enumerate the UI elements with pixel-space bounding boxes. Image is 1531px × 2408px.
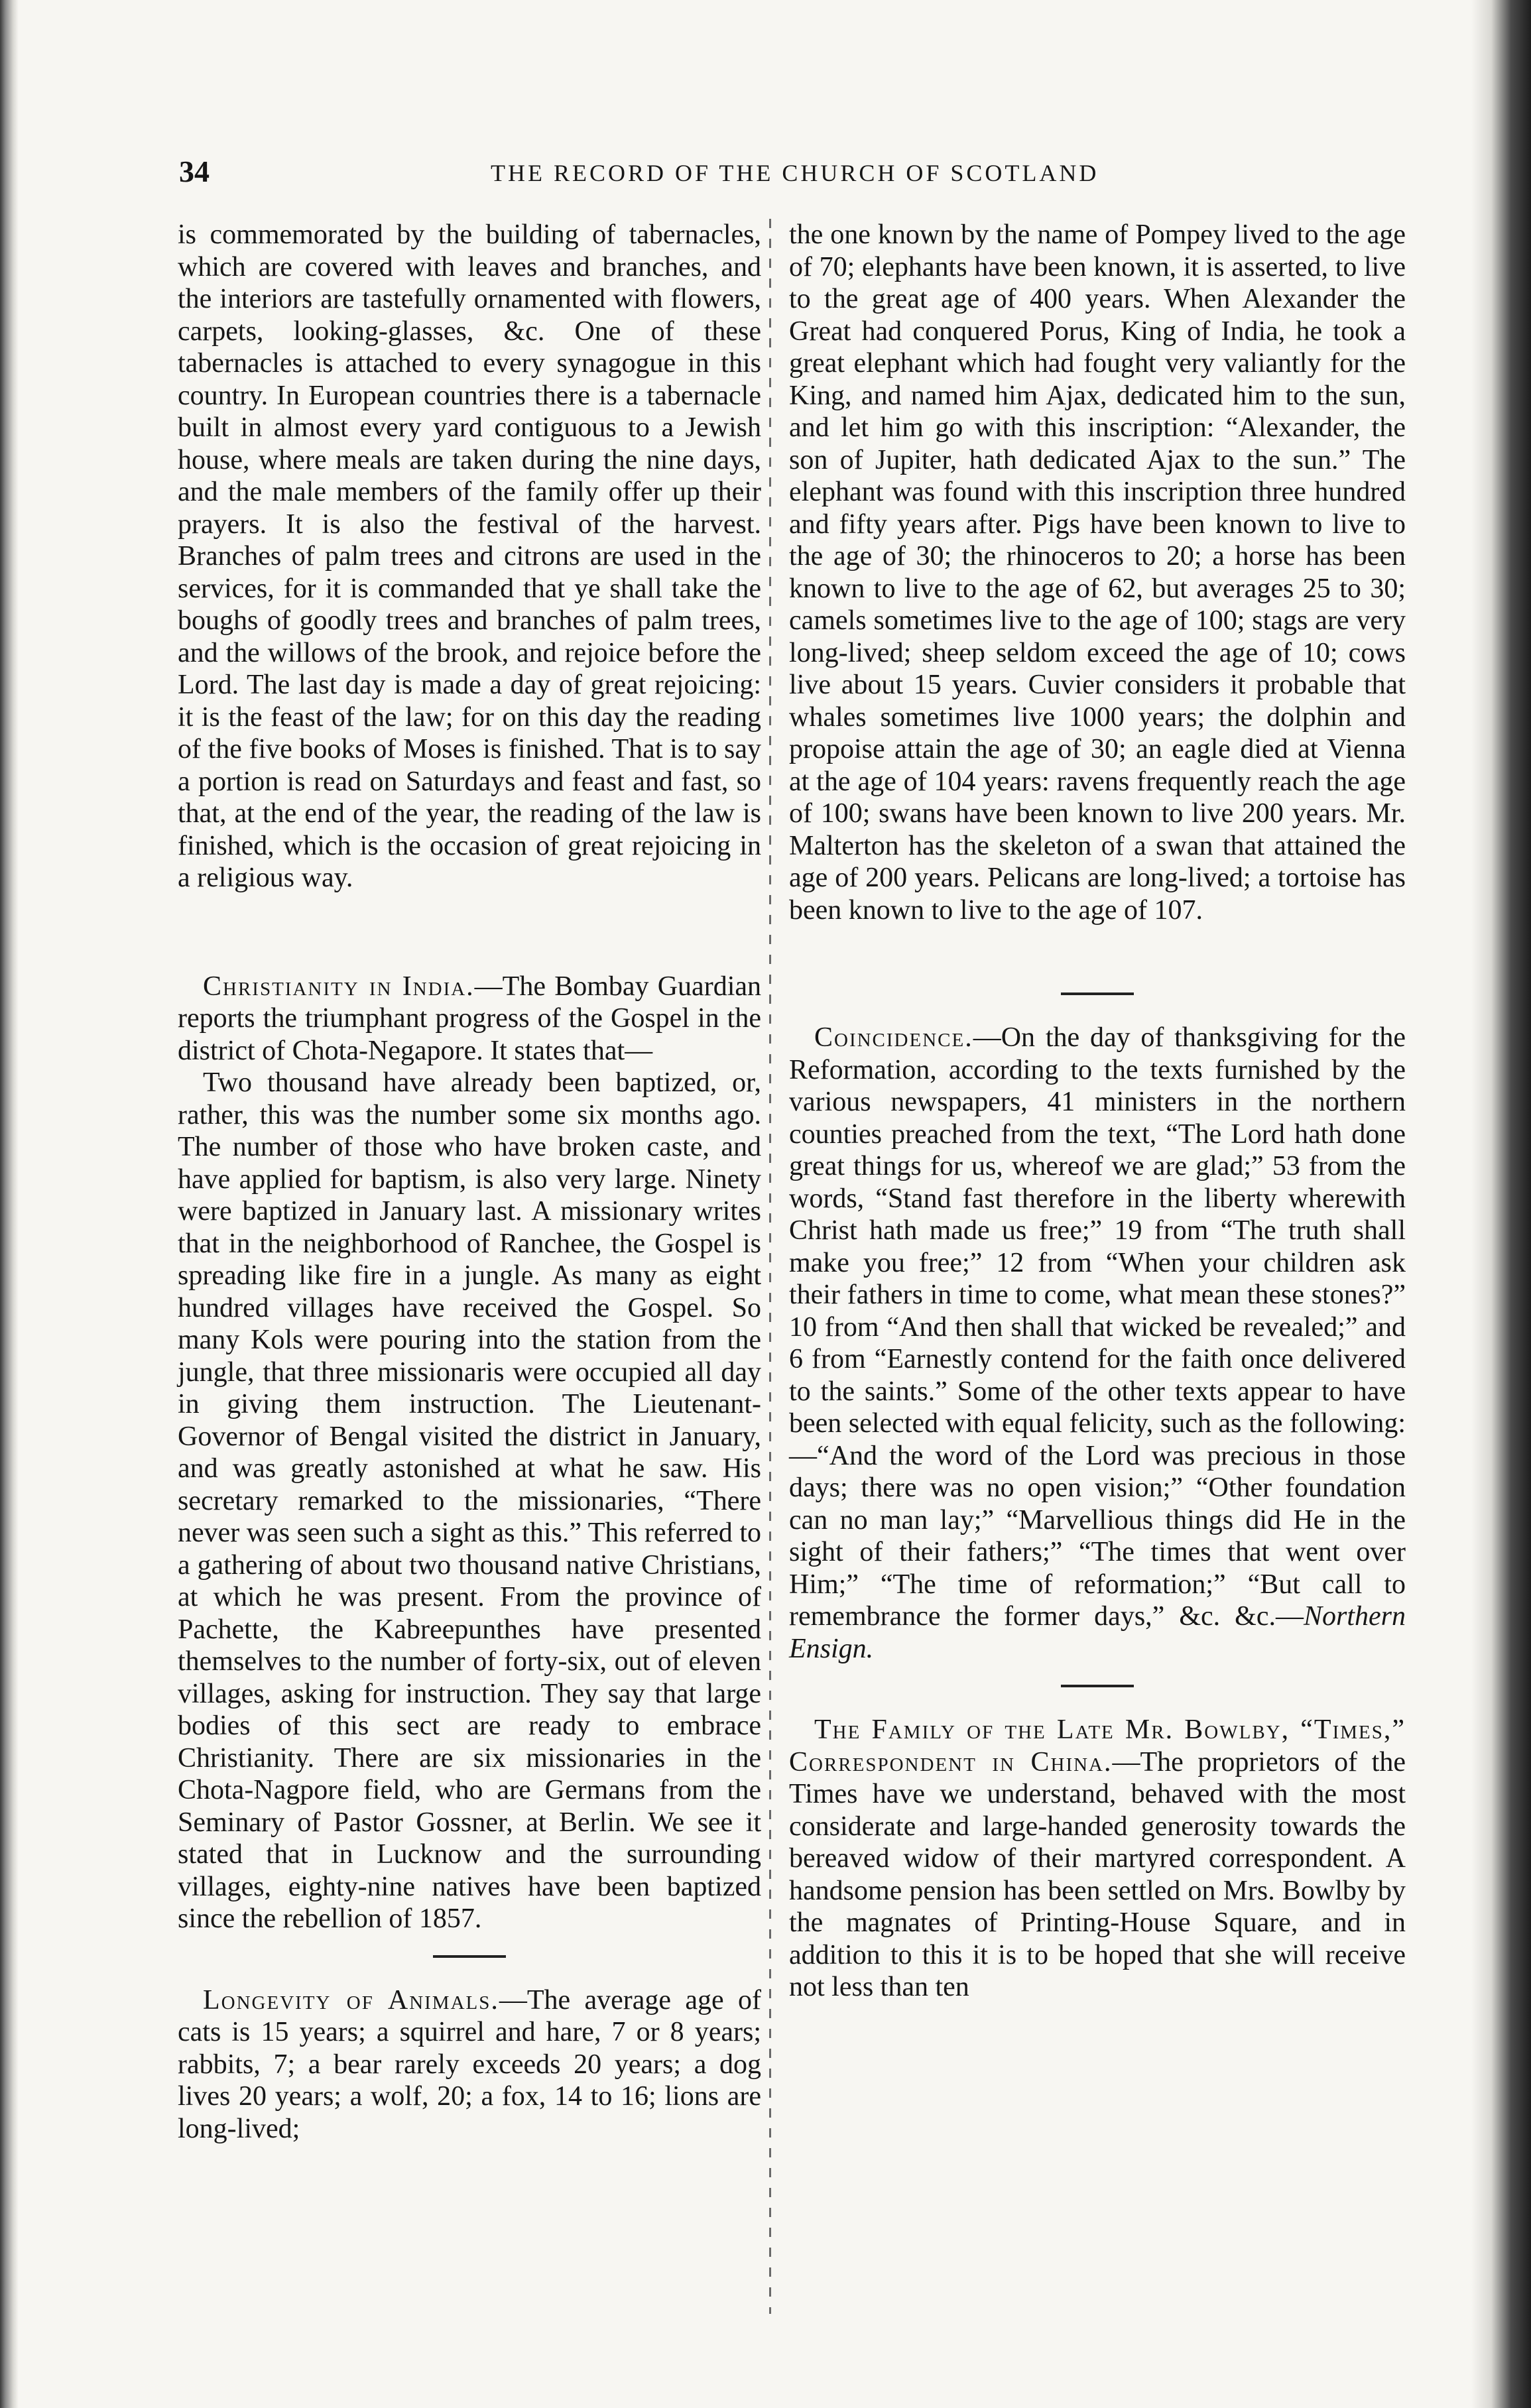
india-article-intro bbox=[178, 971, 761, 1067]
page-number: 34 bbox=[179, 154, 210, 188]
column-divider bbox=[769, 219, 771, 2314]
longevity-continuation: the one known by the name of Pompey lived to the age of 70; elephants have been known, it is asserted, to live to the great age of 400 years. When Alexander the Great had conquered Porus, King of India, he took a great elephant which had fought very valiantly for the King, and named him Ajax, dedicated him to the sun, and let him go with this inscription: “Alexander, the son of Jupiter, hath dedicated Ajax to the sun.” The elephant was found with this inscription three hundred and fifty years after. Pigs have been known to live to the age of 30; the rhinoceros to 20; a horse has been known to live to the age of 62, but averages 25 to 30; camels sometimes live to the age of 100; stags are very long-lived; sheep seldom exceed the age of 10; cows live about 15 years. Cuvier considers it probable that whales sometimes live 1000 years; the dolphin and propoise attain the age of 30; an eagle died at Vienna at the age of 104 years: ravens frequently reach the age of 100; swans have been known to live 200 years. Mr. Malterton has the skeleton of a swan that attained the age of 200 years. Pelicans are long-lived; a tortoise has been known to live to the age of 107. bbox=[789, 219, 1406, 926]
coincidence-source: Northern Ensign. bbox=[789, 1601, 1406, 1664]
article-separator bbox=[1061, 993, 1134, 995]
tabernacles-paragraph: is commemorated by the building of tabernacles, which are covered with leaves and branches, and the interiors are tastefully ornamented with flowers, carpets, looking-glasses, &c. One of these tabernacles is attached to every synagogue in this country. In European countries there is a tabernacle built in almost every yard contiguous to a Jewish house, where meals are taken during the nine days, and the male members of the family offer up their prayers. It is also the festival of the harvest. Branches of palm trees and citrons are used in the services, for it is commanded that ye shall take the boughs of goodly trees and branches of palm trees, and the willows of the brook, and rejoice before the Lord. The last day is made a day of great rejoicing: it is the feast of the law; for on this day the reading of the five books of Moses is finished. That is to say a portion is read on Saturdays and feast and fast, so that, at the end of the year, the reading of the law is finished, which is the occasion of great rejoicing in a religious way. bbox=[178, 219, 761, 893]
right-column bbox=[789, 219, 1406, 2004]
running-title: THE RECORD OF THE CHURCH OF SCOTLAND bbox=[491, 160, 1099, 186]
spacer bbox=[178, 894, 761, 971]
spacer bbox=[789, 926, 1406, 973]
coincidence-body: —On the day of thanksgiving for the Reformation, according to the texts furnished by the various newspapers, 41 ministers in the northern counties preached from the text, “The Lord hath done great things for us, whereof we are glad;” 53 from the words, “Stand fast therefore in the liberty wherewith Christ hath made us free;” 19 from “The truth shall make you free;” 12 from “When your children ask their fathers in time to come, what mean these stones?” 10 from “And then shall that wicked be revealed;” and 6 from “Earnestly contend for the faith once delivered to the saints.” Some of the other texts appear to have been selected with equal felicity, such as the following:—“And the word of the Lord was precious in those days; there was no open vision;” “Other foundation can no man lay;” “Marvellious things did He in the sight of their fathers;” “The times that went over Him;” “The time of reformation;” “But call to remembrance the former days,” &c. &c.— bbox=[789, 1022, 1406, 1632]
page-header bbox=[179, 154, 1426, 194]
india-intro-text: —The Bombay Guardian reports the triumphant progress of the Gospel in the district of Chota-Negapore. It states that— bbox=[178, 971, 761, 1066]
page-left-edge bbox=[0, 0, 19, 2408]
bowlby-body: —The proprietors of the Times have we understand, behaved with the most considerate and large-handed generosity towards the bereaved widow of their martyred correspondent. A handsome pension has been settled on Mrs. Bowlby by the magnates of Printing-House Square, and in addition to this it is to be hoped that she will receive not less than ten bbox=[789, 1746, 1406, 2002]
coincidence-article bbox=[789, 1022, 1406, 1665]
article-separator bbox=[1061, 1685, 1134, 1687]
longevity-article-heading: Longevity of Animals. bbox=[203, 1984, 499, 2016]
coincidence-article-heading: Coincidence. bbox=[814, 1022, 973, 1053]
left-column bbox=[178, 219, 761, 2145]
longevity-start-text: —The average age of cats is 15 years; a squirrel and hare, 7 or 8 years; rabbits, 7; a bear rarely exceeds 20 years; a dog lives 20 years; a wolf, 20; a fox, 14 to 16; lions are long-lived; bbox=[178, 1984, 761, 2144]
page-right-edge bbox=[1471, 0, 1531, 2408]
bowlby-article bbox=[789, 1714, 1406, 2004]
article-separator bbox=[433, 1955, 506, 1958]
bowlby-article-heading: The Family of the Late Mr. Bowlby, “Times,” Correspondent in China. bbox=[789, 1715, 1406, 1777]
india-article-body: Two thousand have already been baptized, or, rather, this was the number some six months ago. The number of those who have broken caste, and have applied for baptism, is also very large. Ninety were baptized in January last. A missionary writes that in the neighborhood of Ranchee, the Gospel is spreading like fire in a jungle. As many as eight hundred villages have received the Gospel. So many Kols were pouring into the station from the jungle, that three missionaris were occupied all day in giving them instruction. The Lieutenant-Governor of Bengal visited the district in January, and was greatly astonished at what he saw. His secretary remarked to the missionaries, “There never was seen such a sight as this.” This referred to a gathering of about two thousand native Christians, at which he was present. From the province of Pachette, the Kabreepunthes have presented themselves to the number of forty-six, out of eleven villages, asking for instruction. They say that large bodies of this sect are ready to embrace Christianity. There are six missionaries in the Chota-Nagpore field, who are Germans from the Seminary of Pastor Gossner, at Berlin. We see it stated that in Lucknow and the surrounding villages, eighty-nine natives have been baptized since the rebellion of 1857. bbox=[178, 1067, 761, 1934]
india-article-heading: Christianity in India. bbox=[203, 971, 475, 1002]
longevity-article-start bbox=[178, 1984, 761, 2145]
